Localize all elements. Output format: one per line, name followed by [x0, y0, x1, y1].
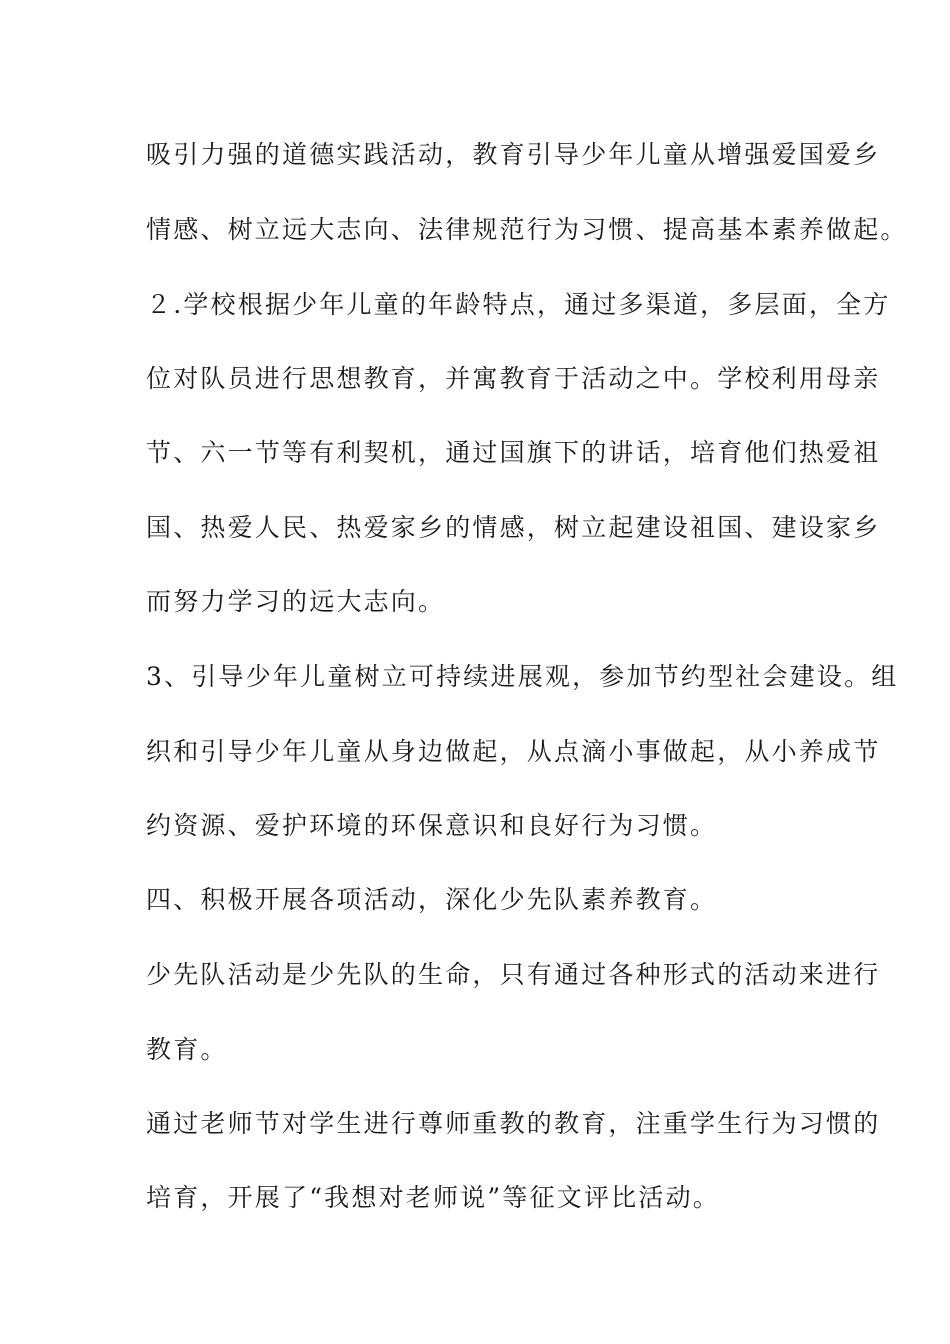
text-line: 3、引导少年儿童树立可持续进展观，参加节约型社会建设。组 [146, 662, 899, 691]
text-line: 吸引力强的道德实践活动，教育引导少年儿童从增强爱国爱乡 [146, 140, 881, 169]
text-line: 培育，开展了“我想对老师说”等征文评比活动。 [146, 1183, 720, 1212]
text-line: 织和引导少年儿童从身边做起，从点滴小事做起，从小养成节 [146, 737, 881, 766]
text-line: ２.学校根据少年儿童的年龄特点，通过多渠道，多层面，全方 [146, 290, 891, 319]
text-line: 少先队活动是少先队的生命，只有通过各种形式的活动来进行 [146, 960, 881, 989]
text-line: 节、六一节等有利契机，通过国旗下的讲话，培育他们热爱祖 [146, 438, 881, 467]
text-line: 情感、树立远大志向、法律规范行为习惯、提高基本素养做起。 [146, 215, 908, 244]
text-line: 教育。 [146, 1035, 228, 1064]
text-line: 通过老师节对学生进行尊师重教的教育，注重学生行为习惯的 [146, 1109, 881, 1138]
text-line: 国、热爱人民、热爱家乡的情感，树立起建设祖国、建设家乡 [146, 513, 881, 542]
text-line: 位对队员进行思想教育，并寓教育于活动之中。学校利用母亲 [146, 364, 881, 393]
text-line: 而努力学习的远大志向。 [146, 587, 446, 616]
section-heading: 四、积极开展各项活动，深化少先队素养教育。 [146, 885, 718, 914]
text-line: 约资源、爱护环境的环保意识和良好行为习惯。 [146, 811, 718, 840]
